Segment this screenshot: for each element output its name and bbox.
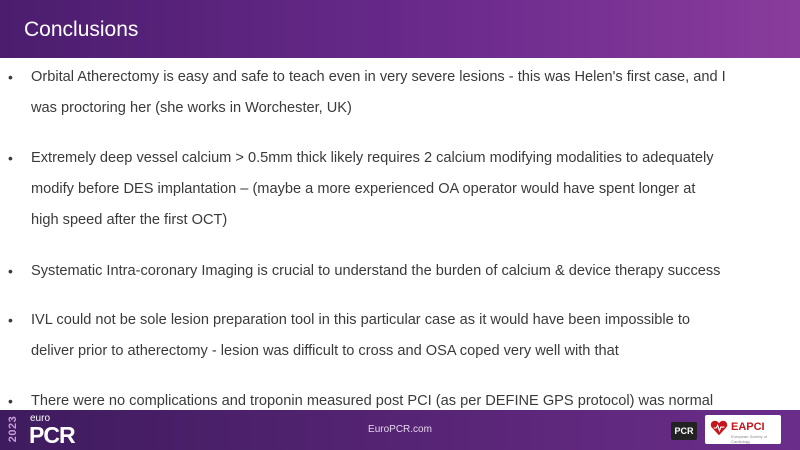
bullet-line: Orbital Atherectomy is easy and safe to teach even in very severe lesions - this was Helen's first case, and I xyxy=(31,69,726,85)
bullet-text xyxy=(31,256,800,287)
bullet-dot: • xyxy=(8,393,13,409)
bullet-dot: • xyxy=(8,150,13,166)
heart-icon xyxy=(710,419,728,437)
eapci-text: EAPCI xyxy=(731,421,765,433)
europcr-link[interactable]: EuroPCR.com xyxy=(368,424,432,435)
europcr-logo-pcr: PCR xyxy=(29,422,75,448)
bullet-line: Systematic Intra-coronary Imaging is crucial to understand the burden of calcium & device therapy success xyxy=(31,263,721,279)
bullet-line: Extremely deep vessel calcium > 0.5mm thick likely requires 2 calcium modifying modalities to adequately xyxy=(31,150,714,166)
bullet-line: high speed after the first OCT) xyxy=(31,212,228,228)
bullet-text xyxy=(31,305,800,367)
bullet-line: deliver prior to atherectomy - lesion was difficult to cross and OSA coped very well with that xyxy=(31,343,619,359)
bullet-line: was proctoring her (she works in Worchester, UK) xyxy=(31,100,352,116)
europcr-logo-euro: euro xyxy=(30,413,51,424)
year-text: 2023 xyxy=(7,415,20,443)
slide-content xyxy=(0,62,800,410)
bullet-line: There were no complications and troponin measured post PCI (as per DEFINE GPS protocol) was normal xyxy=(31,393,714,409)
slide-header xyxy=(0,0,800,58)
eapci-subtext: European Society of Cardiology xyxy=(731,434,768,444)
bullet-line: modify before DES implantation – (maybe a more experienced OA operator would have spent longer at xyxy=(31,181,696,197)
bullet-dot: • xyxy=(8,312,13,328)
bullet-text xyxy=(31,62,800,124)
pcr-badge-logo: PCR xyxy=(671,422,697,440)
eapci-logo xyxy=(705,415,781,444)
bullet-dot: • xyxy=(8,263,13,279)
bullet-dot: • xyxy=(8,69,13,85)
bullet-line: IVL could not be sole lesion preparation tool in this particular case as it would have been impossible to xyxy=(31,312,690,328)
slide-footer xyxy=(0,410,800,450)
bullet-text xyxy=(31,143,800,236)
slide-title: Conclusions xyxy=(24,18,139,41)
